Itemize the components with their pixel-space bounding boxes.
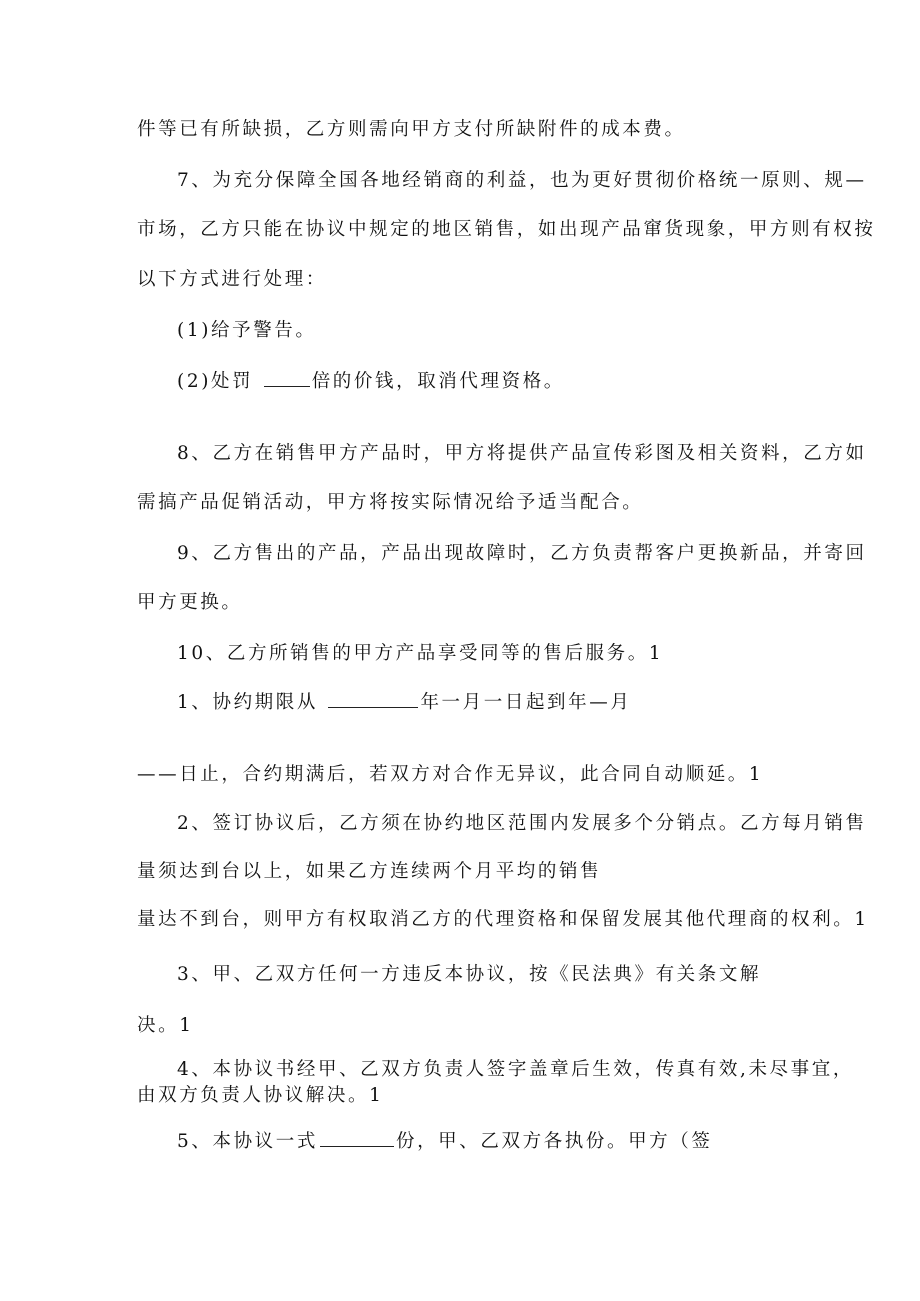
- clause-9-line-1: 9、乙方售出的产品，产品出现故障时，乙方负责帮客户更换新品，并寄回: [177, 543, 867, 564]
- term-suffix: 年一月一日起到年—月: [420, 692, 632, 713]
- term-prefix: 1、协约期限从: [177, 692, 327, 713]
- term-clause-5: [177, 1129, 713, 1155]
- term-clause-1-line-2: ——日止，合约期满后，若双方对合作无异议，此合同自动顺延。1: [137, 764, 764, 785]
- clause-8-line-1: 8、乙方在销售甲方产品时，甲方将提供产品宣传彩图及相关资料，乙方如: [177, 443, 867, 464]
- paragraph-6-end: 件等已有所缺损，乙方则需向甲方支付所缺附件的成本费。: [137, 119, 686, 140]
- clause-7-line-2: 市场，乙方只能在协议中规定的地区销售，如出现产品窜货现象，甲方则有权按: [137, 219, 876, 240]
- copies-suffix: 份，甲、乙双方各执份。甲方（签: [395, 1131, 713, 1152]
- clause-7-item-2: [177, 369, 565, 395]
- term-clause-3-line-2: 决。1: [137, 1015, 194, 1036]
- term-clause-4-line-2: 由双方负责人协议解决。1: [137, 1085, 384, 1106]
- clause-7-line-3: 以下方式进行处理：: [137, 269, 327, 290]
- term-clause-4-line-1: 4、本协议书经甲、乙双方负责人签字盖章后生效，传真有效,未尽事宜，: [177, 1059, 854, 1080]
- item-2-prefix: (2)处罚: [177, 371, 262, 392]
- term-clause-2-line-2: 量须达到台以上，如果乙方连续两个月平均的销售: [137, 861, 602, 882]
- item-2-suffix: 倍的价钱，取消代理资格。: [311, 371, 565, 392]
- term-clause-3-line-1: 3、甲、乙双方任何一方违反本协议，按《民法典》有关条文解: [177, 964, 762, 985]
- start-year-blank: [328, 691, 418, 708]
- clause-10: 10、乙方所销售的甲方产品享受同等的售后服务。1: [177, 643, 664, 664]
- penalty-multiple-blank: [264, 370, 310, 387]
- term-clause-1-line-1: [177, 690, 631, 716]
- term-clause-2-line-1: 2、签订协议后，乙方须在协约地区范围内发展多个分销点。乙方每月销售: [177, 813, 867, 834]
- clause-7-line-1: 7、为充分保障全国各地经销商的利益，也为更好贯彻价格统一原则、规—: [177, 170, 867, 191]
- clause-8-line-2: 需搞产品促销活动，甲方将按实际情况给予适当配合。: [137, 492, 644, 513]
- clause-7-item-1: (1)给予警告。: [177, 320, 317, 341]
- term-clause-2-line-3: 量达不到台，则甲方有权取消乙方的代理资格和保留发展其他代理商的权利。1: [137, 909, 869, 930]
- copies-prefix: 5、本协议一式: [177, 1131, 318, 1152]
- copies-blank: [320, 1130, 394, 1147]
- clause-9-line-2: 甲方更换。: [137, 592, 243, 613]
